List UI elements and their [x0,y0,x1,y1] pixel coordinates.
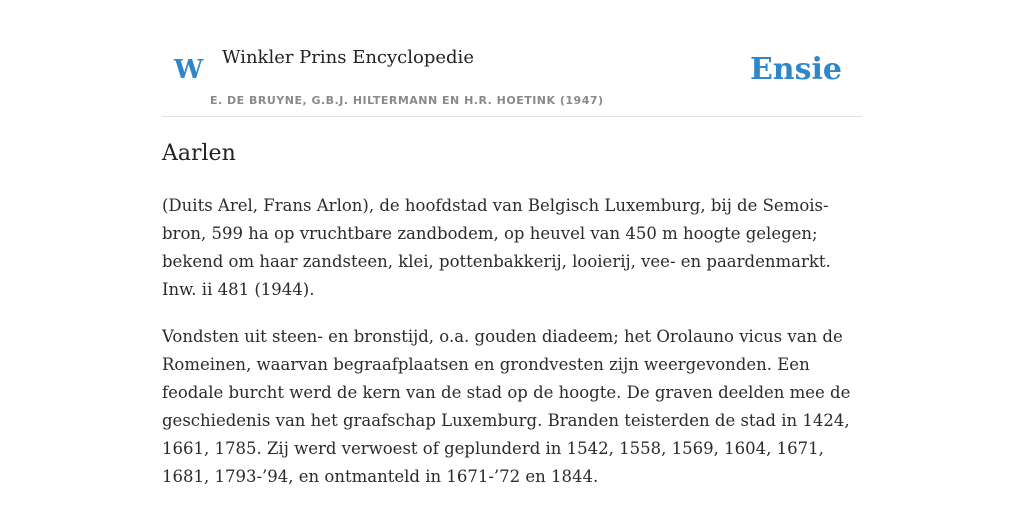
source-header [162,0,862,117]
winkler-prins-logo[interactable]: W [174,55,204,85]
article-title: Aarlen [162,141,236,166]
source-authors: E. DE BRUYNE, G.B.J. HILTERMANN EN H.R. HOETINK (1947) [210,94,604,107]
source-title[interactable]: Winkler Prins Encyclopedie [222,47,474,68]
article-paragraph: (Duits Arel, Frans Arlon), de hoofdstad van Belgisch Luxemburg, bij de Semois-bron, 599 ha op vruchtbare zandbodem, op heuvel van 450 m hoogte gelegen; bekend om haar zandsteen, klei, pottenbakkerij, looierij, vee- en paardenmarkt. Inw. ii 481 (1944). [162,196,831,299]
article-paragraph: Vondsten uit steen- en bronstijd, o.a. gouden diadeem; het Orolauno vicus van de Romeinen, waarvan begraafplaatsen en grondvesten zijn weergevonden. Een feodale burcht werd de kern van de stad op de hoogte. De graven deelden mee de geschiedenis van het graafschap Luxemburg. Branden teisterden de stad in 1424, 1661, 1785. Zij werd verwoest of geplunderd in 1542, 1558, 1569, 1604, 1671, 1681, 1793-’94, en ontmanteld in 1671-’72 en 1844. [162,327,851,486]
ensie-logo-link[interactable]: Ensie [749,52,842,87]
article-body [162,192,862,510]
